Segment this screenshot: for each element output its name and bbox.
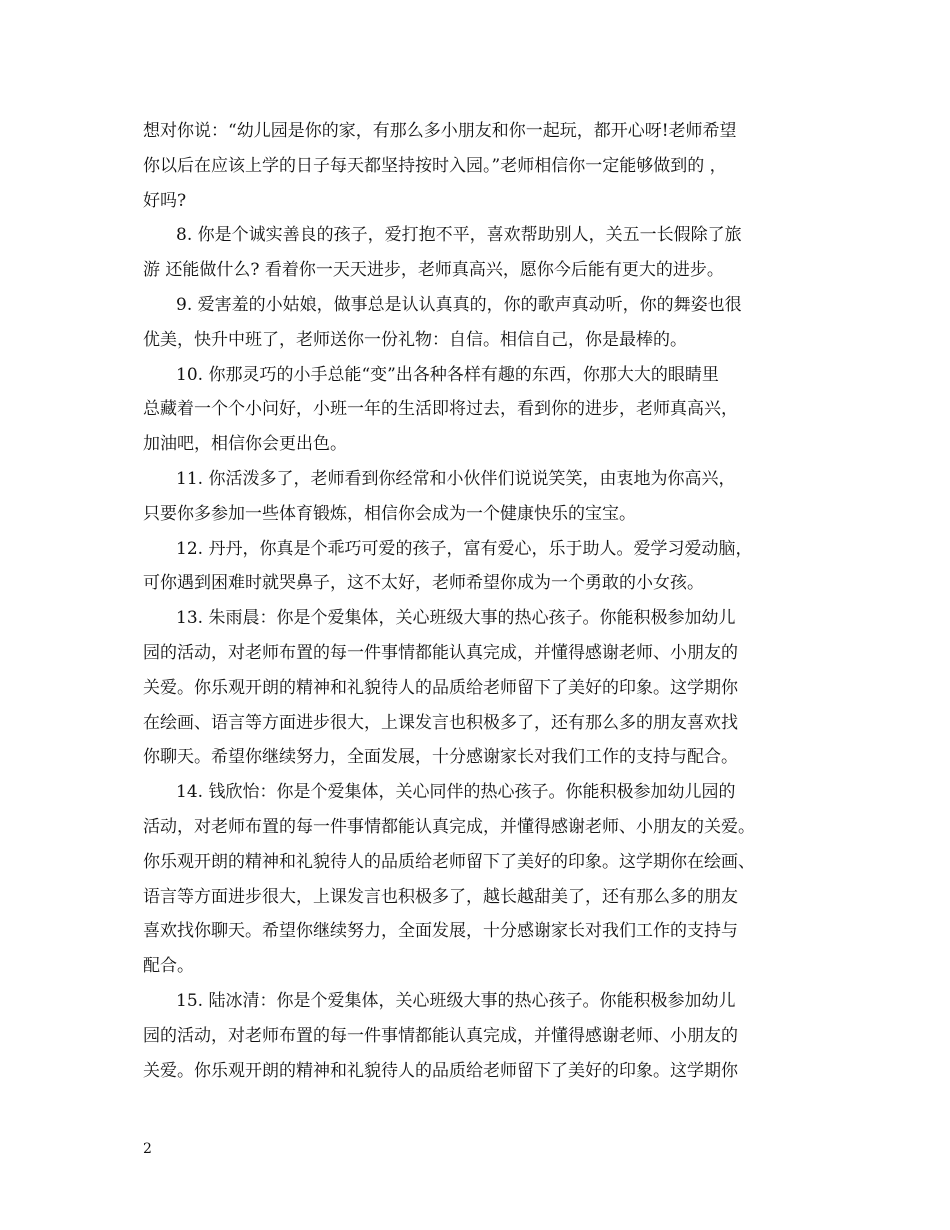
text-line: 你聊天。希望你继续努力，全面发展，十分感谢家长对我们工作的支持与配合。 <box>143 747 738 768</box>
text-line: 在绘画、语言等方面进步很大，上课发言也积极多了，还有那么多的朋友喜欢找 <box>143 712 738 733</box>
text-line: 可你遇到困难时就哭鼻子，这不太好，老师希望你成为一个勇敢的小女孩。 <box>143 573 704 594</box>
text-line: 园的活动，对老师布置的每一件事情都能认真完成，并懂得感谢老师、小朋友的 <box>143 1025 738 1046</box>
page-number: 2 <box>143 1141 152 1157</box>
text-line: 园的活动，对老师布置的每一件事情都能认真完成，并懂得感谢老师、小朋友的 <box>143 642 738 663</box>
text-line: 总藏着一个个小问好，小班一年的生活即将过去，看到你的进步，老师真高兴， <box>143 399 738 420</box>
paragraph-start-line: 10. 你那灵巧的小手总能“变”出各种各样有趣的东西，你那大大的眼睛里 <box>176 364 719 385</box>
text-line: 你乐观开朗的精神和礼貌待人的品质给老师留下了美好的印象。这学期你在绘画、 <box>143 851 755 872</box>
document-body <box>143 114 823 1088</box>
text-line: 好吗? <box>143 190 187 211</box>
text-line: 关爱。你乐观开朗的精神和礼貌待人的品质给老师留下了美好的印象。这学期你 <box>143 677 738 698</box>
text-line: 游 还能做什么? 看着你一天天进步，老师真高兴，愿你今后能有更大的进步。 <box>143 260 724 281</box>
text-line: 只要你多参加一些体育锻炼，相信你会成为一个健康快乐的宝宝。 <box>143 503 636 524</box>
paragraph-start-line: 15. 陆冰清：你是个爱集体，关心班级大事的热心孩子。你能积极参加幼儿 <box>176 990 736 1011</box>
text-line: 喜欢找你聊天。希望你继续努力，全面发展，十分感谢家长对我们工作的支持与 <box>143 921 738 942</box>
text-line: 关爱。你乐观开朗的精神和礼貌待人的品质给老师留下了美好的印象。这学期你 <box>143 1060 738 1081</box>
paragraph-start-line: 14. 钱欣怡：你是个爱集体，关心同伴的热心孩子。你能积极参加幼儿园的 <box>176 782 736 803</box>
paragraph-start-line: 8. 你是个诚实善良的孩子，爱打抱不平，喜欢帮助别人，关五一长假除了旅 <box>176 225 742 246</box>
text-line: 想对你说：“幼儿园是你的家，有那么多小朋友和你一起玩，都开心呀!老师希望 <box>143 121 737 141</box>
paragraph-start-line: 13. 朱雨晨：你是个爱集体，关心班级大事的热心孩子。你能积极参加幼儿 <box>176 608 736 629</box>
text-line: 优美，快升中班了，老师送你一份礼物：自信。相信自己，你是最棒的。 <box>143 329 687 350</box>
text-line: 配合。 <box>143 956 194 977</box>
paragraph-start-line: 12. 丹丹，你真是个乖巧可爱的孩子，富有爱心，乐于助人。爱学习爱动脑， <box>176 538 753 559</box>
paragraph-start-line: 11. 你活泼多了，老师看到你经常和小伙伴们说说笑笑，由衷地为你高兴， <box>176 468 736 489</box>
text-line: 你以后在应该上学的日子每天都坚持按时入园。”老师相信你一定能够做到的 ， <box>143 155 727 176</box>
text-line: 活动，对老师布置的每一件事情都能认真完成，并懂得感谢老师、小朋友的关爱。 <box>143 816 755 837</box>
paragraph-start-line: 9. 爱害羞的小姑娘，做事总是认认真真的，你的歌声真动听，你的舞姿也很 <box>176 294 742 315</box>
text-line: 语言等方面进步很大，上课发言也积极多了，越长越甜美了，还有那么多的朋友 <box>143 886 738 907</box>
text-line: 加油吧，相信你会更出色。 <box>143 434 347 455</box>
